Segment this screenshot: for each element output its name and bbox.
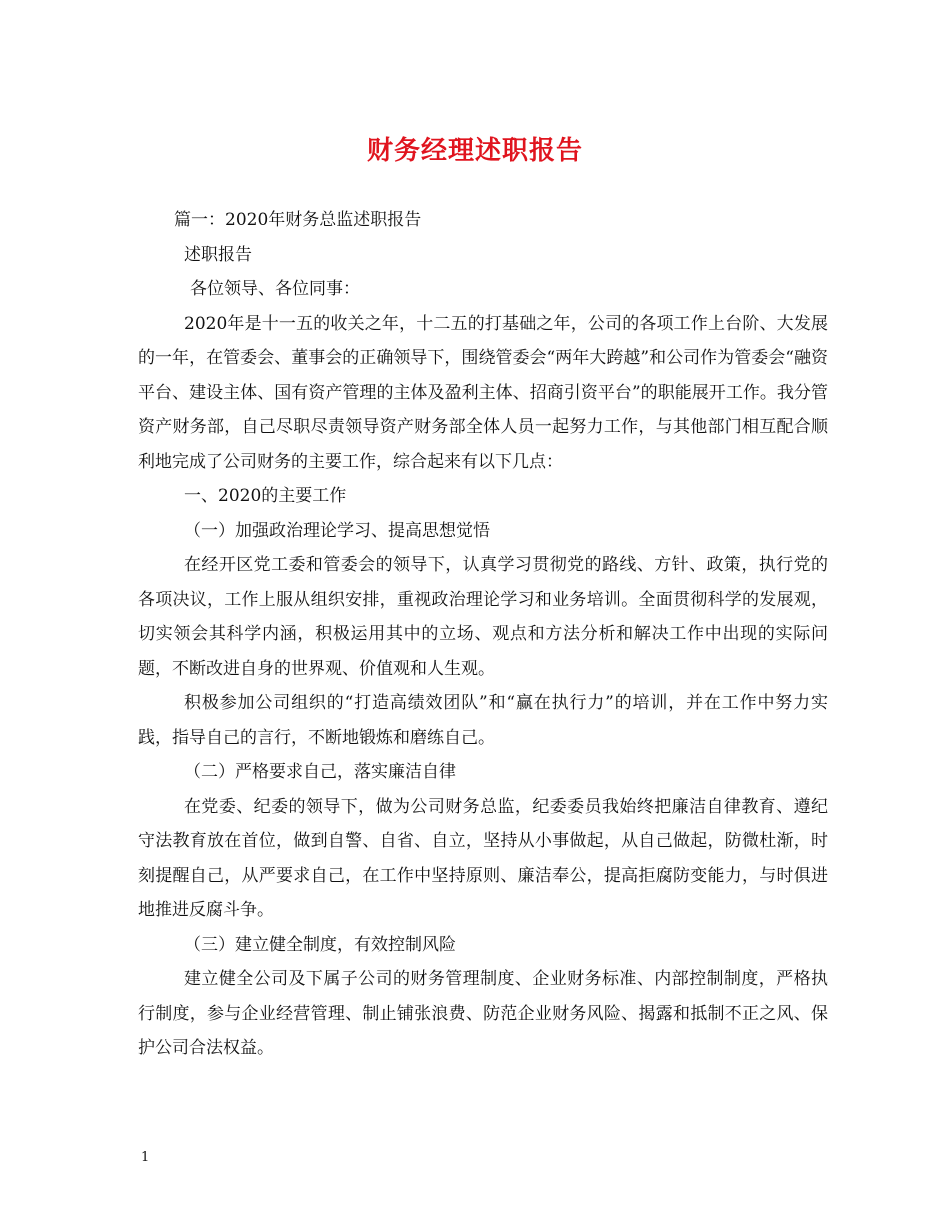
page-number: 1 xyxy=(141,1150,150,1165)
salutation: 各位领导、各位同事： xyxy=(190,279,360,299)
document-title: 财务经理述职报告 xyxy=(366,136,583,166)
subsection-heading-risk-control: （三）建立健全制度，有效控制风险 xyxy=(184,934,456,955)
subsection-heading-political-study: （一）加强政治理论学习、提高思想觉悟 xyxy=(184,520,490,541)
subsection-heading-integrity: （二）严格要求自己，落实廉洁自律 xyxy=(184,762,456,782)
paragraph-risk-control: 建立健全公司及下属子公司的财务管理制度、企业财务标准、内部控制制度，严格执行制度，参与企业经营管理、制止铺张浪费、防范企业财务风险、揭露和抵制不正之风、保护公司合法权益。 xyxy=(138,969,828,1058)
document-body xyxy=(138,203,828,1066)
article-heading: 篇一：2020年财务总监述职报告 xyxy=(174,210,422,230)
paragraph-training: 积极参加公司组织的“打造高绩效团队”和“赢在执行力”的培训，并在工作中努力实践，指导自己的言行，不断地锻炼和磨练自己。 xyxy=(138,693,828,748)
paragraph-political-study: 在经开区党工委和管委会的领导下，认真学习贯彻党的路线、方针、政策，执行党的各项决议，工作上服从组织安排，重视政治理论学习和业务培训。全面贯彻科学的发展观，切实领会其科学内涵，积极运用其中的立场、观点和方法分析和解决工作中出现的实际问题，不断改进自身的世界观、价值观和人生观。 xyxy=(138,555,828,679)
section-heading-main-work: 一、2020的主要工作 xyxy=(184,486,347,506)
paragraph-integrity: 在党委、纪委的领导下，做为公司财务总监，纪委委员我始终把廉洁自律教育、遵纪守法教育放在首位，做到自警、自省、自立，坚持从小事做起，从自己做起，防微杜渐，时刻提醒自己，从严要求自己，在工作中坚持原则、廉洁奉公，提高拒腐防变能力，与时俱进地推进反腐斗争。 xyxy=(138,796,828,920)
report-heading: 述职报告 xyxy=(184,244,252,265)
intro-paragraph: 2020年是十一五的收关之年，十二五的打基础之年，公司的各项工作上台阶、大发展的一年，在管委会、董事会的正确领导下，围绕管委会“两年大跨越”和公司作为管委会“融资平台、建设主体、国有资产管理的主体及盈利主体、招商引资平台”的职能展开工作。我分管资产财务部，自己尽职尽责领导资产财务部全体人员一起努力工作，与其他部门相互配合顺利地完成了公司财务的主要工作，综合起来有以下几点： xyxy=(138,313,828,472)
